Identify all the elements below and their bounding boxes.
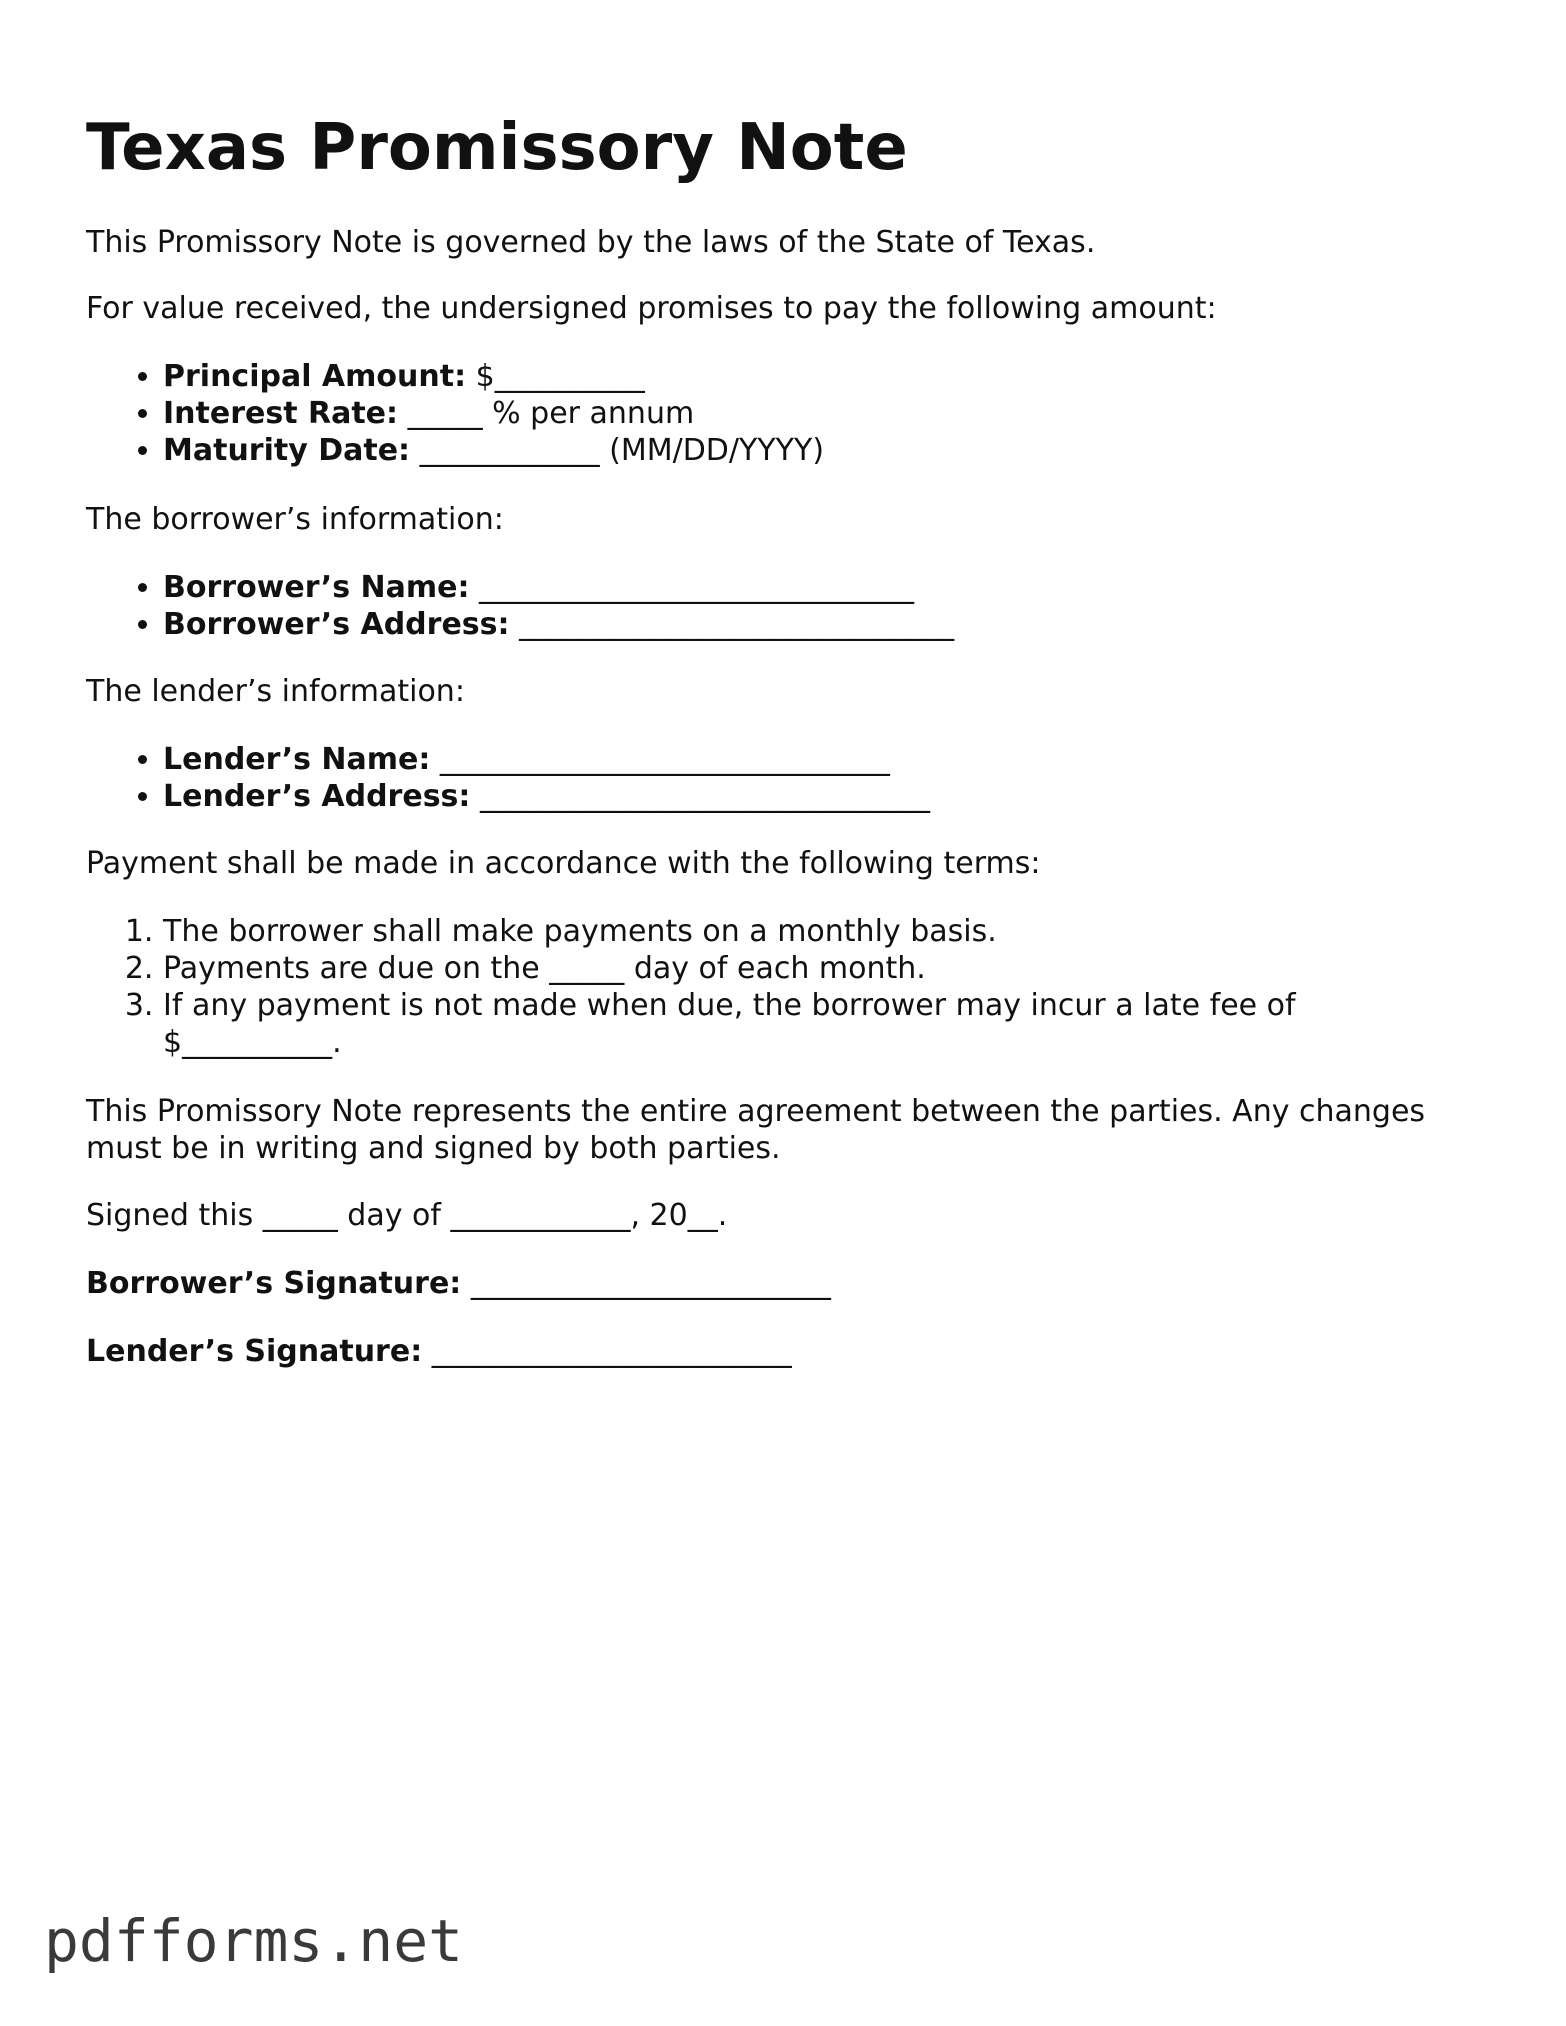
amount-terms-list [86,358,824,469]
lender-name-field: ______________________________ [439,742,890,777]
lender-signature-label: Lender’s Signature: [86,1334,423,1369]
principal-amount-field: $__________ [475,359,645,394]
maturity-date-field: ____________ (MM/DD/YYYY) [419,433,825,468]
payment-term-item: 2. Payments are due on the _____ day of each month. [163,950,1393,987]
borrower-info-heading: The borrower’s information: [86,502,504,537]
borrower-signature-field: ________________________ [470,1266,831,1301]
lender-name-label: Lender’s Name: [163,742,431,777]
payment-terms-list [86,913,1393,1061]
payment-terms-heading: Payment shall be made in accordance with the following terms: [86,846,1041,881]
borrower-address-field: _____________________________ [519,607,955,642]
pdfforms-watermark: pdfforms.net [44,1907,464,1975]
principal-amount-label: Principal Amount: [163,359,467,394]
governing-law-text: This Promissory Note is governed by the laws of the State of Texas. [86,225,1096,260]
entire-agreement-text: This Promissory Note represents the entire agreement between the parties. Any changes must be in writing and signed by both parties. [86,1094,1426,1166]
borrower-address-label: Borrower’s Address: [163,607,510,642]
borrower-name-label: Borrower’s Name: [163,570,470,605]
list-item-interest-rate [163,395,824,432]
borrower-signature-label: Borrower’s Signature: [86,1266,462,1301]
list-item-borrower-name [163,569,954,606]
value-received-text: For value received, the undersigned promises to pay the following amount: [86,291,1217,326]
interest-rate-label: Interest Rate: [163,396,399,431]
lender-info-heading: The lender’s information: [86,674,465,709]
list-item-borrower-address [163,606,954,643]
lender-signature-field: ________________________ [431,1334,792,1369]
borrower-signature-line [86,1265,831,1302]
lender-address-field: ______________________________ [479,779,930,814]
payment-term-item: 3. If any payment is not made when due, the borrower may incur a late fee of $__________. [163,987,1393,1061]
borrower-fields-list [86,569,954,643]
lender-fields-list [86,741,930,815]
interest-rate-field: _____ % per annum [407,396,695,431]
lender-signature-line [86,1333,792,1370]
list-item-lender-address [163,778,930,815]
lender-address-label: Lender’s Address: [163,779,471,814]
page-title: Texas Promissory Note [86,111,908,185]
list-item-lender-name [163,741,930,778]
borrower-name-field: _____________________________ [479,570,914,605]
list-item-maturity-date [163,432,824,469]
list-item-principal-amount [163,358,824,395]
maturity-date-label: Maturity Date: [163,433,411,468]
payment-term-item: 1. The borrower shall make payments on a monthly basis. [163,913,1393,950]
signed-date-line: Signed this _____ day of ____________, 20__. [86,1198,728,1233]
